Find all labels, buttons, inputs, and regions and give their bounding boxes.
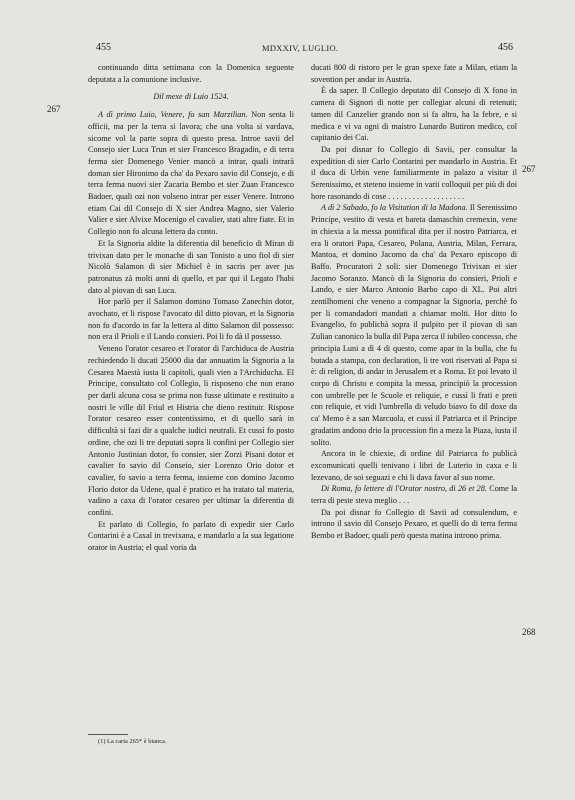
paragraph: Ancora in le chiexie, di ordine dil Patriarca fo publicà excomunicati quelli tenivano i libri de Luterio in caxa e li lezevano, de soi seguazi e chi li dava favor al suo nome. bbox=[311, 449, 517, 482]
margin-number-267-left: 267 bbox=[47, 104, 61, 114]
paragraph: Di Roma, fo lettere di l'Orator nostro, di 26 et 28. Come la terra di peste steva meglio . . . bbox=[311, 484, 518, 506]
margin-number-267-right: 267 bbox=[522, 164, 536, 174]
footnote: (1) La carta 265* è bianca. bbox=[98, 738, 167, 745]
right-page-number: 456 bbox=[498, 42, 513, 53]
running-title: MDXXIV, LUGLIO. bbox=[262, 43, 339, 53]
paragraph: Et parlato di Collegio, fo parlato di expedir sier Carlo Contarini è a Caxal in trevixana, e mandarlo a la sua legatione orator in Austria; el qual voria da bbox=[88, 519, 294, 553]
paragraph: A dì primo Luio, Venere, fo san Marzilian. Non senta li officii, ma per la terra si lavora; che una volta si vardava, sicome vol la parte sopra di questo presa. Introe savii del Consejo sier Luca Trun et sier Francesco Bragadin, e di terra ferma sier Domenego Venier mancò a intrar, quali intrarà doman sier Hironimo da cha' da Pexaro savio dil Consejo, e di terra ferma nuovi sier Zacaria Bembo et sier Zuan Francesco Badoer, quali ozi non volseno intrar per esser Venere. Introno etiam Cai dil Consejo di X sier Andrea Magno, sier Valerio Valier e sier Alvixe Mocenigo el cavalier, stati altre fiate. Et in Collegio non fo alcuna lettera da conto. bbox=[88, 110, 294, 237]
paragraph: A dì 2 Sabado, fo la Visitation di la Madona. Il Serenissimo Principe, vestito di vesta et bareta damaschin cremexin, vene in chiexia a la messa pontifical dita per il nostro Patriarca, et era li oratori Papa, Cesareo, Polana, Austria, Milan, Ferrara, Mantoa, et domino Jacomo da cha' da Pexaro episcopo di Baffo. Procuratori 2 soli: sier Domenego Trivixan et sier Jacomo Soranzo. Mancò di la Signoria do consieri, Prioli e Lando, e sier Marco Antonio Barbo capo di XL. Poi altri zentilhomeni che veneno a compagnar la Signoria, perchè fo per li comandadori mandati a chiamar molti. Hor ditto lo Evangelio, fo publichà sopra il pulpito per il piovan di san Zulian canonico la bulla dil Papa zerca il iubileo concesso, che principia Luni a dì 4 di questo, come apar in la bulla, che fu butada a stampa, con declaration, li tre voti riservati al Papa si è: di religion, di andar in Jerusalem et a Roma. Et poi levato il corpo di Christo e compita la messa, principiò la procession con umbrelle per le Scuole et reliquie, e cussì li frati e preti con reliquie, et vidi l'umbrella di veludo biavo fo dil doxe da ca' Memo è a san Marcuola, et cussì il Patriarca et il Principe gradatim andono drio la procession fin a meza la Piaza, iusta il solito. bbox=[311, 203, 518, 447]
paragraph: continuando ditta settimana con la Domenica seguente deputata a la comunione inclusive. bbox=[88, 63, 294, 84]
paragraph: Da poi disnar fo Collegio di Savii ad consulendum, e introno il savio dil Consejo Pexaro, et quelli do di terra ferma Bembo et Badoer, quali però questa matina introno prima. bbox=[311, 507, 517, 541]
paragraph: Da poi disnar fo Collegio di Savii, per consultar la expedition di sier Carlo Contarini per mandarlo in Austria. Et il duca di Urbin vene familiarmente in palazo a visitar il Serenissimo, et steteno insieme in varii colloquii per più di doi hore rasonando di cose . . . . . . . . . . . . . . . . . . . bbox=[311, 144, 517, 201]
paragraph-lead: Di Roma, fo lettere di l'Orator nostro, di 26 et 28. bbox=[321, 484, 487, 494]
section-heading: Dil mexe di Luio 1524. bbox=[153, 92, 229, 102]
right-column bbox=[311, 62, 517, 542]
paragraph: ducati 800 di ristoro per le gran spexe fate a Milan, etiam la sovention per andar in Austria. bbox=[311, 63, 517, 84]
left-page-number: 455 bbox=[96, 42, 111, 53]
paragraph: È da saper. Il Collegio deputato dil Consejo di X fono in camera di Signori di notte per collegiar alcuni di retenuti; tamen dil Canzelier grando non si fa altro, ha la febre, e si medica e vi va ogni di maistro Lunardo Butiron medico, col capitanio dei Cai. bbox=[311, 86, 517, 143]
left-column bbox=[88, 62, 294, 554]
paragraph: Veneno l'orator cesareo et l'orator di l'archiduca de Austria rechiedendo li ducati 25000 dia dar annuatim la Signoria a la Cesarea Maestà iusta li capitoli, quali vien a l'Archiducha. El Principe, consultato col Collegio, li risposeno che non erano per darli alcuna cosa se prima non fusse ultimate e restituito a nostri le ville dil Friul et Histria che dieno restituir. Rispose l'orator cesareo esser contentissimo, et di quello sarà in difficultà si fazi dir a qualche iudici neutrali. Et cussì fo posto ordine, che ozi li tre deputati sopra li confini per Collegio sier Antonio Justinian dotor, fo consier, sier Zorzi Pisani dotor et cavalier fo savio dil Conseio, sier Lorenzo Orio dotor et cavalier, fo savio a terra ferma, insieme con domino Jacomo Florio dotor da Udene, qual è pratico et ha tratato tal materia, vadino a caxa di l'orator cesareo per ultimar la diferentia di confini. bbox=[88, 344, 294, 518]
paragraph-lead: A dì 2 Sabado, fo la Visitation di la Madona. bbox=[321, 203, 468, 213]
paragraph-lead: A dì primo Luio, Venere, fo san Marzilian. bbox=[98, 110, 248, 120]
footnote-rule bbox=[88, 734, 128, 735]
margin-number-268-right: 268 bbox=[522, 627, 536, 637]
paragraph: Et la Signoria aldite la diferentia dil beneficio di Miran di trivixan dato per le monache di san Tonisto a uno fiol di sier Nicolò Salamon di sier Michiel è in sacris per aver jus patronatus zà molti anni di quello, et par qui il Legato l'habi dato al piovan di san Luca. bbox=[88, 238, 294, 295]
paragraph: Hor parlò per il Salamon domino Tomaso Zanechin dotor, avochato, et li rispose l'avocato dil ditto piovan, et la Signoria non fo d'acordo in far la lettera al ditto Salamon dil possesso: non era il Prioli e il Lando consieri. Poi li fo dà il possesso. bbox=[88, 297, 294, 342]
